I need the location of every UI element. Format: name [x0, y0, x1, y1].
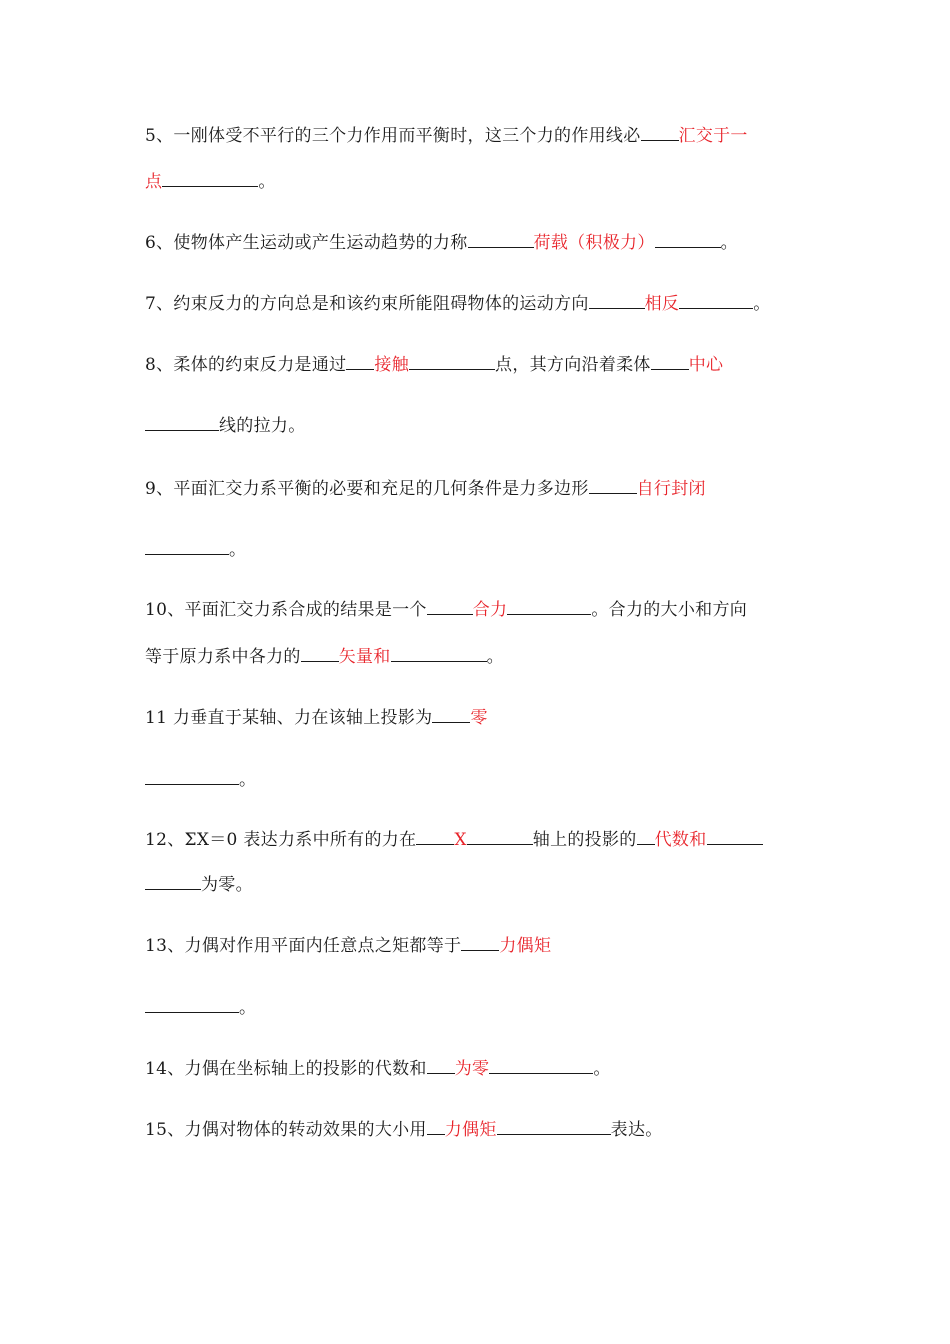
- question-13-line-2: [145, 996, 256, 1020]
- blank-line: [707, 829, 763, 845]
- answer-text: 力偶矩: [499, 936, 552, 956]
- question-text: 15、力偶对物体的转动效果的大小用: [145, 1120, 427, 1140]
- question-15: [145, 1118, 663, 1142]
- question-tail: 。: [239, 770, 257, 790]
- question-text: 等于原力系中各力的: [145, 647, 301, 667]
- question-10-line-2: [145, 645, 504, 669]
- question-text: 轴上的投影的: [532, 830, 637, 850]
- answer-text: 接触: [374, 355, 410, 375]
- blank-line: [489, 1058, 593, 1074]
- question-tail: 。: [753, 294, 771, 314]
- question-tail: 线的拉力。: [219, 416, 306, 436]
- blank-line: [427, 599, 473, 615]
- blank-line: [589, 478, 637, 494]
- blank-line: [432, 707, 470, 723]
- answer-text: 自行封闭: [636, 479, 706, 499]
- blank-line: [145, 539, 229, 555]
- question-13-line-1: [145, 934, 551, 958]
- question-6: [145, 231, 738, 255]
- answer-text: 点: [145, 172, 163, 192]
- blank-line: [145, 415, 219, 431]
- question-11-line-1: [145, 706, 488, 730]
- question-10-line-1: [145, 598, 747, 622]
- question-5-line-2: [145, 170, 276, 194]
- blank-line: [427, 1058, 455, 1074]
- blank-line: [651, 354, 689, 370]
- question-text: 14、力偶在坐标轴上的投影的代数和: [145, 1059, 427, 1079]
- answer-text: 汇交于一: [678, 126, 748, 146]
- blank-line: [391, 646, 487, 662]
- blank-line: [497, 1119, 611, 1135]
- blank-line: [467, 829, 533, 845]
- blank-line: [468, 232, 534, 248]
- blank-line: [162, 171, 258, 187]
- answer-text: 矢量和: [338, 647, 391, 667]
- question-text: 10、平面汇交力系合成的结果是一个: [145, 600, 427, 620]
- answer-text: 荷载（积极力）: [533, 233, 655, 253]
- question-8-line-1: [145, 353, 723, 377]
- question-5-line-1: [145, 124, 748, 148]
- question-8-line-2: [145, 414, 306, 438]
- question-text: 7、约束反力的方向总是和该约束所能阻碍物体的运动方向: [145, 294, 589, 314]
- blank-line: [641, 125, 679, 141]
- blank-line: [145, 997, 239, 1013]
- question-text: 。合力的大小和方向: [591, 600, 748, 620]
- question-text: 13、力偶对作用平面内任意点之矩都等于: [145, 936, 462, 956]
- answer-text: 代数和: [654, 830, 707, 850]
- question-text: 点，其方向沿着柔体: [495, 355, 651, 375]
- blank-line: [679, 293, 753, 309]
- question-tail: 。: [720, 233, 738, 253]
- question-text: 9、平面汇交力系平衡的必要和充足的几何条件是力多边形: [145, 479, 589, 499]
- question-7: [145, 292, 771, 316]
- question-tail: 。: [593, 1059, 611, 1079]
- answer-text: 零: [470, 708, 488, 728]
- answer-text: X: [454, 830, 467, 850]
- blank-line: [589, 293, 645, 309]
- answer-text: 力偶矩: [444, 1120, 497, 1140]
- blank-line: [145, 874, 201, 890]
- question-tail: 表达。: [610, 1120, 663, 1140]
- blank-line: [637, 829, 655, 845]
- question-14: [145, 1057, 611, 1081]
- blank-line: [346, 354, 374, 370]
- question-tail: 。: [239, 998, 257, 1018]
- blank-line: [655, 232, 721, 248]
- blank-line: [416, 829, 454, 845]
- question-tail: 。: [258, 172, 276, 192]
- answer-text: 中心: [688, 355, 724, 375]
- answer-text: 相反: [644, 294, 680, 314]
- question-9-line-2: [145, 538, 246, 562]
- question-12-line-2: [145, 873, 253, 897]
- blank-line: [145, 769, 239, 785]
- question-9-line-1: [145, 477, 706, 501]
- blank-line: [409, 354, 495, 370]
- question-tail: 为零。: [201, 875, 253, 895]
- blank-line: [461, 935, 499, 951]
- question-11-line-2: [145, 768, 256, 792]
- answer-text: 合力: [472, 600, 508, 620]
- question-text: 12、ΣX＝0 表达力系中所有的力在: [145, 830, 417, 850]
- question-text: 8、柔体的约束反力是通过: [145, 355, 347, 375]
- question-12-line-1: [145, 828, 763, 852]
- question-text: 5、一刚体受不平行的三个力作用而平衡时，这三个力的作用线必: [145, 126, 641, 146]
- blank-line: [507, 599, 591, 615]
- question-text: 11 力垂直于某轴、力在该轴上投影为: [145, 708, 433, 728]
- answer-text: 为零: [454, 1059, 490, 1079]
- blank-line: [427, 1119, 445, 1135]
- question-tail: 。: [229, 540, 247, 560]
- question-tail: 。: [486, 647, 504, 667]
- blank-line: [301, 646, 339, 662]
- question-text: 6、使物体产生运动或产生运动趋势的力称: [145, 233, 468, 253]
